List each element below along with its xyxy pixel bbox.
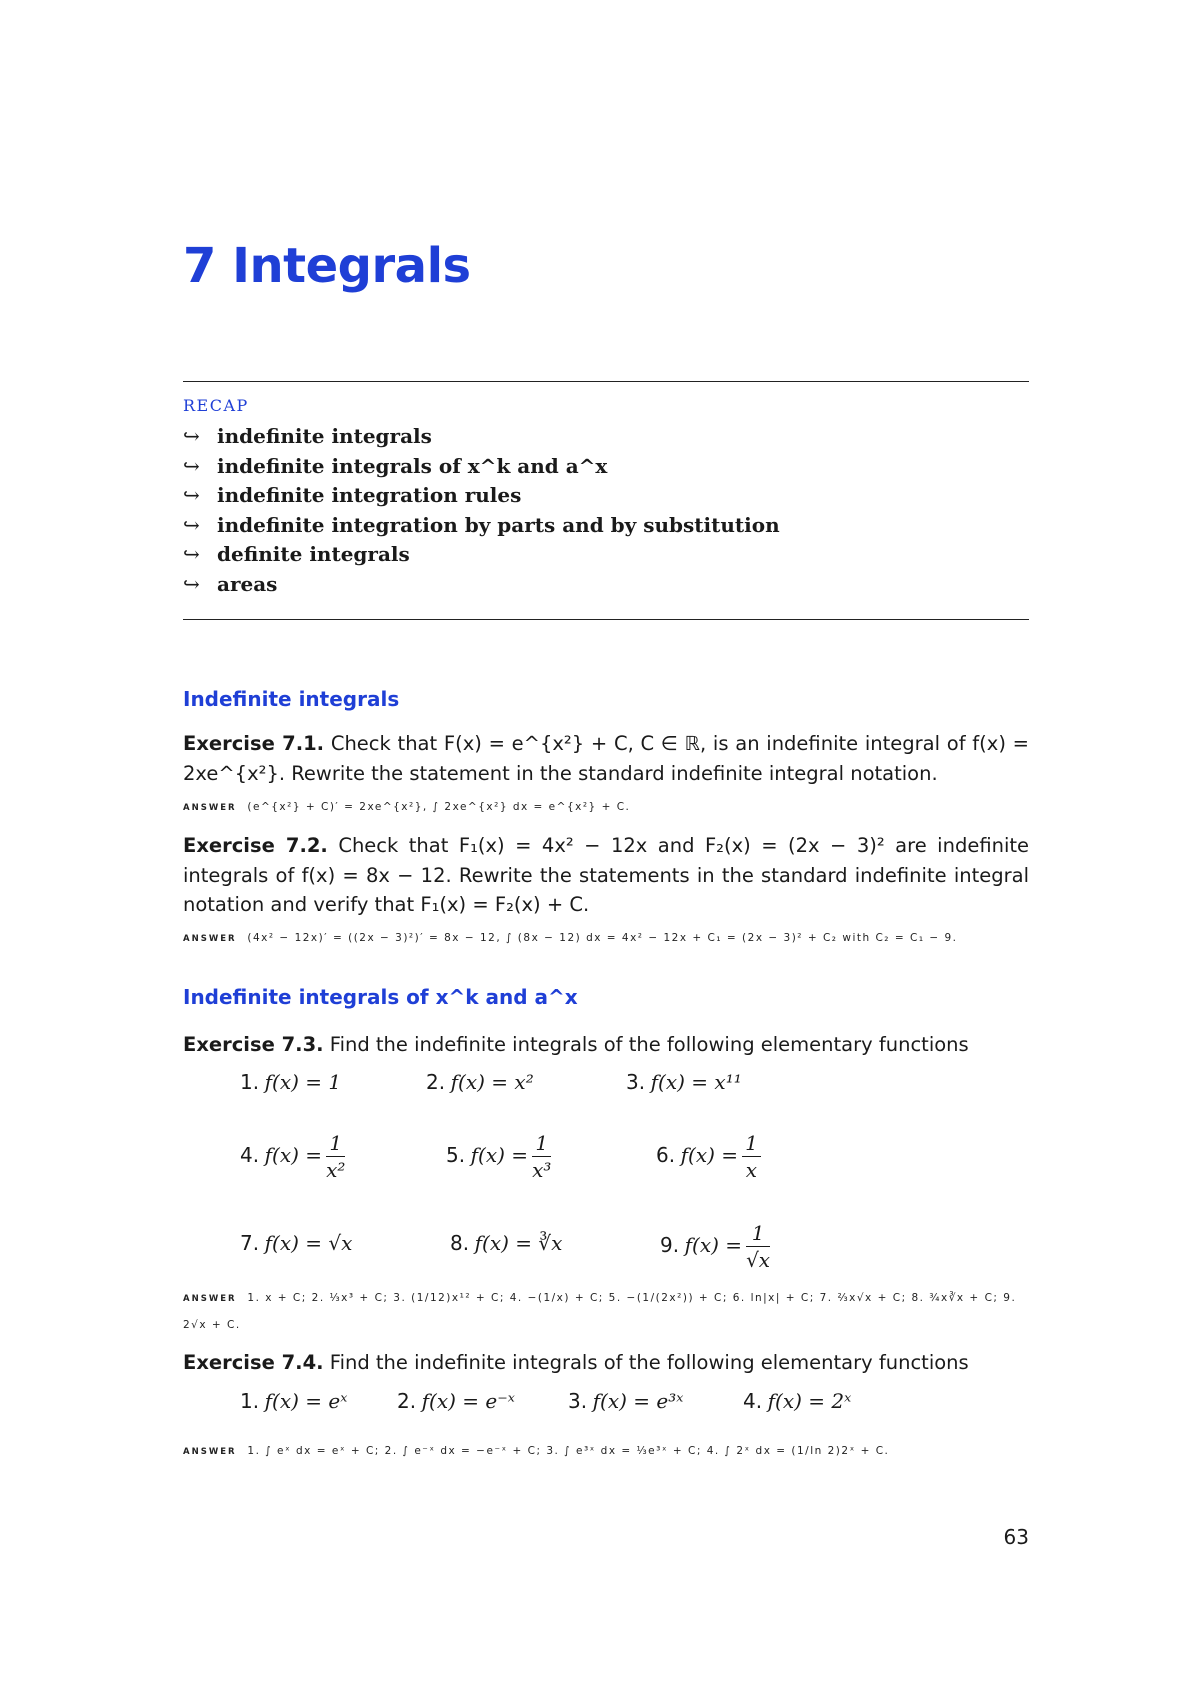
exercise-answer xyxy=(183,925,1029,952)
recap-item-text: indefinite integration by parts and by substitution xyxy=(217,512,780,537)
function-item: 2. f(x) = x² xyxy=(426,1070,534,1094)
exercise-label: Exercise 7.3. xyxy=(183,1033,324,1056)
fraction: $\frac{1}{√x}$ xyxy=(746,1221,771,1272)
recap-box xyxy=(183,381,1029,620)
recap-item xyxy=(183,540,780,570)
function-item: 4. f(x) = $\frac{1}{\text{x²}}$ xyxy=(240,1131,346,1182)
recap-item-text: indefinite integrals of x^k and a^x xyxy=(217,453,608,478)
fraction: $\frac{1}{\text{x²}}$ xyxy=(326,1131,346,1182)
hook-arrow-icon: ↪ xyxy=(183,512,200,537)
exercise-7-3 xyxy=(183,1030,1029,1060)
answer-text: (4x² − 12x)′ = ((2x − 3)²)′ = 8x − 12, ∫ (8x − 12) dx = 4x² − 12x + C₁ = (2x − 3)² + C₂ with C₂ = C₁ − 9. xyxy=(247,932,958,944)
exercise-label: Exercise 7.1. xyxy=(183,732,325,755)
function-item: 1. f(x) = 1 xyxy=(240,1070,342,1094)
exercise-answer xyxy=(183,1285,1029,1338)
function-item: 9. f(x) = $\frac{1}{√x}$ xyxy=(660,1221,771,1272)
function-item: 3. f(x) = e³ˣ xyxy=(568,1389,684,1413)
recap-item xyxy=(183,481,780,511)
exercise-text: Check that F₁(x) = 4x² − 12x and F₂(x) = (2x − 3)² are indefinite integrals of f(x) = 8x − 12. Rewrite the statements in the standard indefinite integral notation and verify that F₁(x) = F₂(x) + C. xyxy=(183,834,1030,916)
answer-label: ANSWER xyxy=(183,1447,237,1457)
section-title: Indefinite integrals of x^k and a^x xyxy=(183,985,578,1009)
answer-text: (e^{x²} + C)′ = 2xe^{x²}, ∫ 2xe^{x²} dx = e^{x²} + C. xyxy=(247,801,631,813)
answer-text: 1. x + C; 2. ⅓x³ + C; 3. (1/12)x¹² + C; 4. −(1/x) + C; 5. −(1/(2x²)) + C; 6. ln|x| + C; 7. ⅔x√x + C; 8. ¾x∛x + C; 9. 2√x + C. xyxy=(183,1292,1017,1331)
function-item: 7. f(x) = √x xyxy=(240,1231,353,1255)
function-item: 4. f(x) = 2ˣ xyxy=(743,1389,852,1413)
answer-label: ANSWER xyxy=(183,1294,237,1304)
recap-label: RECAP xyxy=(183,396,249,415)
answer-label: ANSWER xyxy=(183,803,237,813)
recap-item xyxy=(183,452,780,482)
hook-arrow-icon: ↪ xyxy=(183,542,200,566)
section-title: Indefinite integrals xyxy=(183,687,400,711)
page-number: 63 xyxy=(1003,1525,1029,1549)
recap-item-text: definite integrals xyxy=(217,542,410,566)
recap-item-text: indefinite integrals xyxy=(217,424,432,448)
function-item: 5. f(x) = $\frac{1}{\text{x³}}$ xyxy=(446,1131,552,1182)
exercise-text: Find the indefinite integrals of the following elementary functions xyxy=(329,1033,969,1056)
recap-item xyxy=(183,422,780,452)
hook-arrow-icon: ↪ xyxy=(183,424,200,448)
exercise-text: Find the indefinite integrals of the following elementary functions xyxy=(329,1351,969,1374)
exercise-7-4 xyxy=(183,1348,1029,1378)
function-item: 8. f(x) = ∛x xyxy=(450,1231,563,1255)
hook-arrow-icon: ↪ xyxy=(183,483,200,507)
recap-item xyxy=(183,570,780,600)
chapter-title: 7 Integrals xyxy=(183,238,471,294)
function-item: 1. f(x) = eˣ xyxy=(240,1389,348,1413)
exercise-7-2 xyxy=(183,831,1029,920)
fraction: $\frac{1}{x}$ xyxy=(742,1130,761,1183)
exercise-answer xyxy=(183,1438,1029,1465)
document-page xyxy=(183,0,1029,1696)
recap-item-text: areas xyxy=(217,571,278,596)
function-item: 2. f(x) = e⁻ˣ xyxy=(397,1389,515,1413)
exercise-7-1 xyxy=(183,729,1029,788)
hook-arrow-icon: ↪ xyxy=(183,453,200,478)
function-item: 3. f(x) = x¹¹ xyxy=(626,1070,742,1094)
function-item: 6. f(x) = $\frac{1}{x}$ xyxy=(656,1130,761,1183)
exercise-text: Check that F(x) = e^{x²} + C, C ∈ ℝ, is an indefinite integral of f(x) = 2xe^{x²}. Rewrite the statement in the standard indefinite integral notation. xyxy=(183,732,1029,785)
hook-arrow-icon: ↪ xyxy=(183,571,200,596)
exercise-answer xyxy=(183,794,1029,821)
recap-item xyxy=(183,511,780,541)
exercise-label: Exercise 7.4. xyxy=(183,1351,324,1374)
recap-item-text: indefinite integration rules xyxy=(217,483,522,507)
exercise-label: Exercise 7.2. xyxy=(183,834,328,857)
answer-text: 1. ∫ eˣ dx = eˣ + C; 2. ∫ e⁻ˣ dx = −e⁻ˣ + C; 3. ∫ e³ˣ dx = ⅓e³ˣ + C; 4. ∫ 2ˣ dx = (1/ln 2)2ˣ + C. xyxy=(247,1445,890,1457)
fraction: $\frac{1}{\text{x³}}$ xyxy=(532,1131,552,1182)
recap-list xyxy=(183,422,780,599)
answer-label: ANSWER xyxy=(183,934,237,944)
